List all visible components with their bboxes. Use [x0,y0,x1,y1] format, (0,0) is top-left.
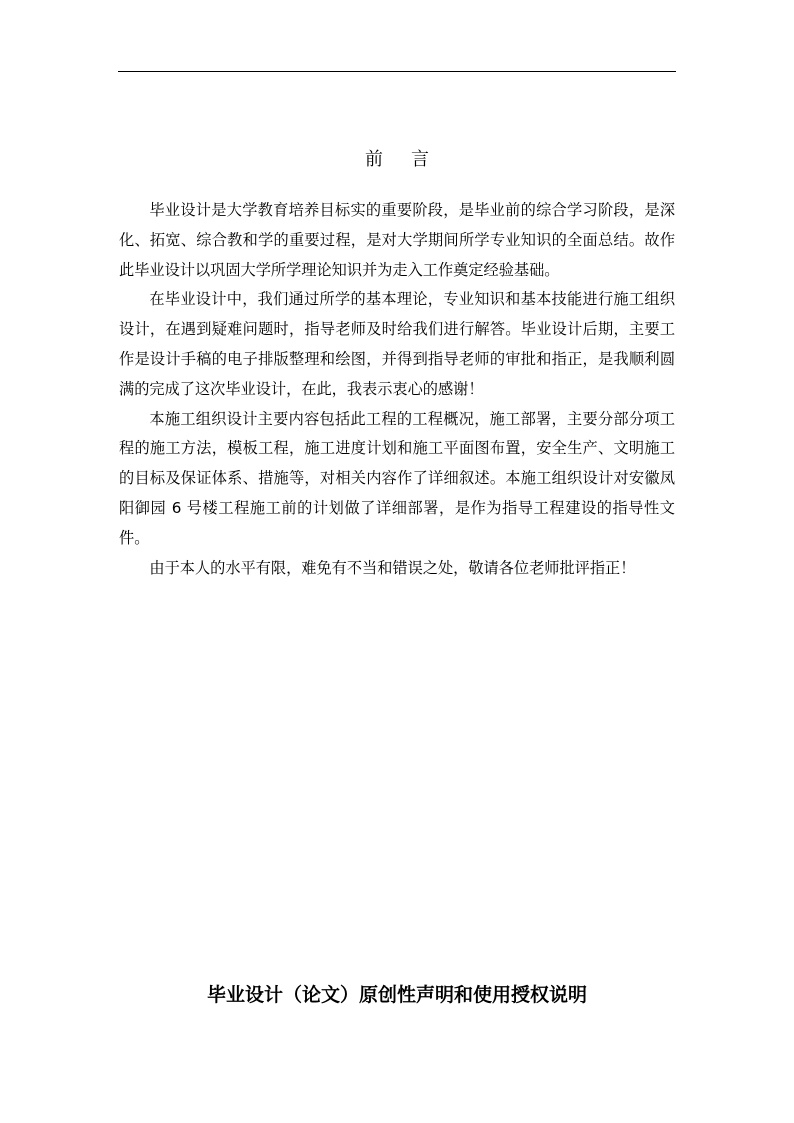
preface-paragraph-4: 由于本人的水平有限，难免有不当和错误之处，敬请各位老师批评指正！ [149,558,636,577]
declaration-title: 毕业设计（论文）原创性声明和使用授权说明 [206,984,587,1006]
preface-paragraph-3: 本施工组织设计主要内容包括此工程的工程概况，施工部署，主要分部分项工程的施工方法，模板工程，施工进度计划和施工平面图布置，安全生产、文明施工的目标及保证体系、措施等，对相关内容作了详细叙述。本施工组织设计对安徽凤阳御园 6 号楼工程施工前的计划做了详细部署，是作为指导工程建设的指导性文件。 [119,409,675,547]
preface-title [0,147,794,173]
preface-title-part1: 前 [365,149,383,170]
preface-paragraph-2: 在毕业设计中，我们通过所学的基本理论，专业知识和基本技能进行施工组织设计，在遇到疑难问题时，指导老师及时给我们进行解答。毕业设计后期，主要工作是设计手稿的电子排版整理和绘图，并得到指导老师的审批和指正，是我顺利圆满的完成了这次毕业设计，在此，我表示衷心的感谢！ [119,290,675,398]
preface-body [119,196,675,583]
preface-paragraph-1: 毕业设计是大学教育培养目标实的重要阶段，是毕业前的综合学习阶段，是深化、拓宽、综合教和学的重要过程，是对大学期间所学专业知识的全面总结。故作此毕业设计以巩固大学所学理论知识并为走入工作奠定经验基础。 [119,201,675,279]
preface-title-part2: 言 [411,149,429,170]
header-rule [118,71,676,72]
